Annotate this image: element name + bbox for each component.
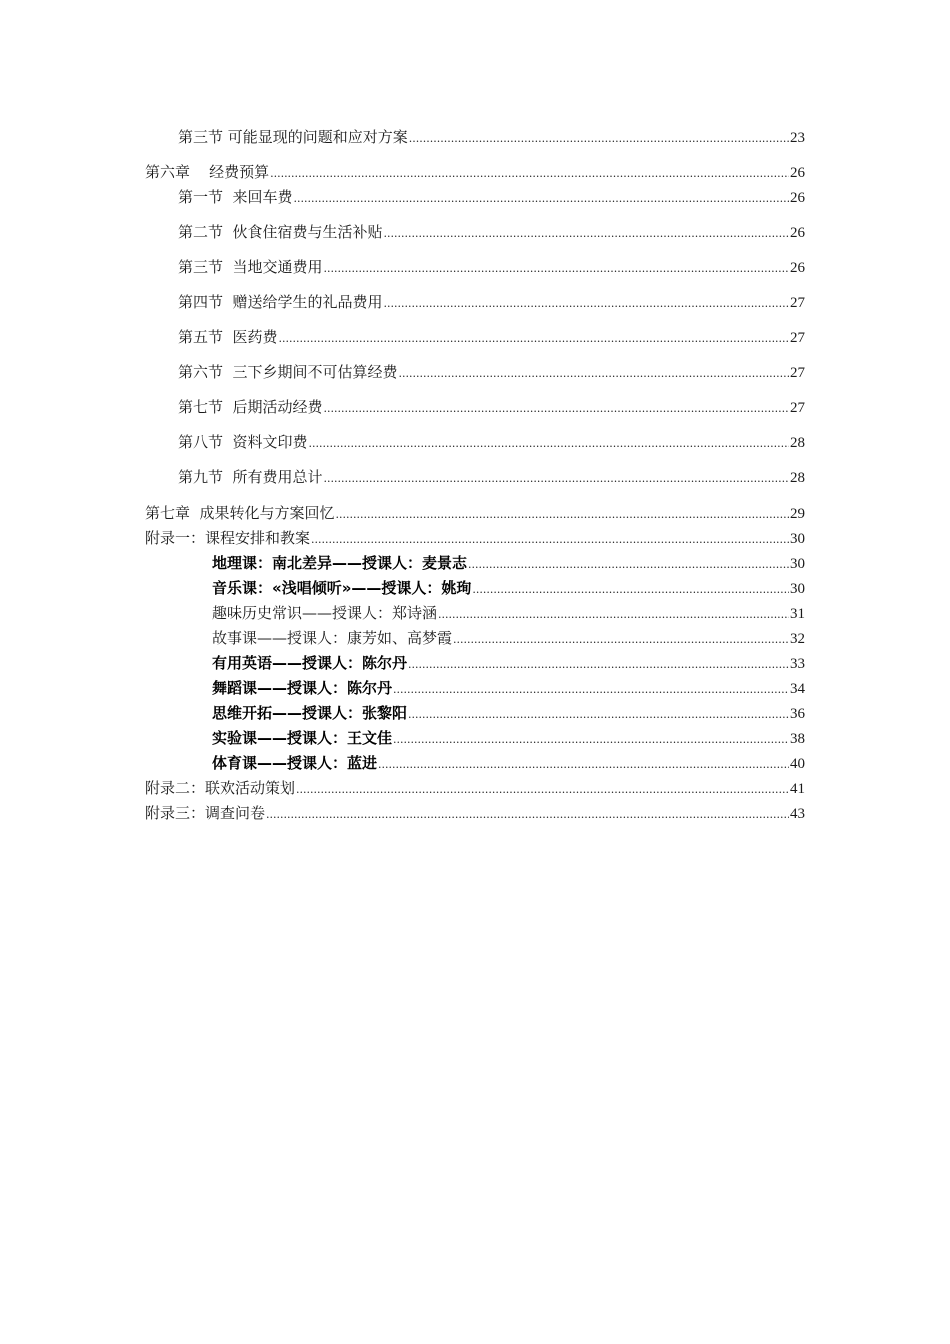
toc-entry-label: 第五节 医药费	[178, 328, 278, 346]
toc-entry-appendix-1[interactable]	[145, 528, 805, 548]
toc-entry-page: 28	[790, 435, 805, 451]
toc-entry-page: 30	[790, 556, 805, 572]
dot-leader	[409, 129, 789, 149]
dot-leader	[453, 630, 789, 650]
toc-entry-page: 34	[790, 681, 805, 697]
toc-entry-label: 趣味历史常识——授课人：郑诗涵	[212, 604, 438, 622]
toc-entry-page: 41	[790, 781, 805, 797]
dot-leader	[294, 189, 789, 209]
dot-leader	[384, 224, 789, 244]
toc-entry-page: 27	[790, 400, 805, 416]
toc-entry-section-6-misc[interactable]	[178, 362, 805, 382]
toc-entry-page: 31	[790, 606, 805, 622]
toc-entry-page: 29	[790, 506, 805, 522]
dot-leader	[384, 294, 789, 314]
toc-entry-page: 43	[790, 806, 805, 822]
toc-entry-label: 第三节 当地交通费用	[178, 258, 323, 276]
toc-entry-english-class[interactable]	[212, 653, 805, 673]
toc-entry-dance-class[interactable]	[212, 678, 805, 698]
toc-entry-label: 附录二：联欢活动策划	[145, 779, 296, 797]
dot-leader	[324, 469, 789, 489]
dot-leader	[438, 605, 789, 625]
toc-entry-page: 28	[790, 470, 805, 486]
toc-entry-label: 故事课——授课人：康芳如、高梦霞	[212, 629, 453, 647]
toc-entry-section-5-medical[interactable]	[178, 327, 805, 347]
toc-entry-label: 第三节 可能显现的问题和应对方案	[178, 128, 408, 146]
toc-entry-label: 第六节 三下乡期间不可估算经费	[178, 363, 398, 381]
toc-entry-page: 38	[790, 731, 805, 747]
toc-entry-label: 第八节 资料文印费	[178, 433, 308, 451]
toc-entry-experiment-class[interactable]	[212, 728, 805, 748]
toc-entry-page: 27	[790, 295, 805, 311]
toc-entry-history-class[interactable]	[212, 603, 805, 623]
dot-leader	[408, 705, 789, 725]
toc-entry-page: 33	[790, 656, 805, 672]
toc-entry-page: 36	[790, 706, 805, 722]
toc-entry-page: 32	[790, 631, 805, 647]
toc-entry-music-class[interactable]	[212, 578, 805, 598]
toc-entry-page: 27	[790, 330, 805, 346]
dot-leader	[296, 780, 789, 800]
dot-leader	[279, 329, 789, 349]
toc-entry-label: 附录三：调查问卷	[145, 804, 266, 822]
toc-entry-label: 实验课——授课人：王文佳	[212, 729, 393, 747]
dot-leader	[393, 680, 789, 700]
toc-entry-thinking-class[interactable]	[212, 703, 805, 723]
toc-entry-page: 23	[790, 130, 805, 146]
dot-leader	[378, 755, 789, 775]
toc-entry-page: 30	[790, 581, 805, 597]
toc-entry-page: 40	[790, 756, 805, 772]
toc-entry-label: 思维开拓——授课人：张黎阳	[212, 704, 408, 722]
toc-entry-label: 体育课——授课人：蓝进	[212, 754, 378, 772]
toc-entry-page: 26	[790, 190, 805, 206]
toc-entry-label: 第一节 来回车费	[178, 188, 293, 206]
toc-entry-section-3-transport[interactable]	[178, 257, 805, 277]
toc-entry-story-class[interactable]	[212, 628, 805, 648]
toc-entry-geography-class[interactable]	[212, 553, 805, 573]
toc-entry-label: 第七章 成果转化与方案回忆	[145, 504, 335, 522]
toc-entry-label: 第六章 经费预算	[145, 163, 270, 181]
toc-entry-section-1-travel[interactable]	[178, 187, 805, 207]
toc-entry-section-3-issues[interactable]	[178, 127, 805, 147]
toc-entry-label: 第七节 后期活动经费	[178, 398, 323, 416]
dot-leader	[399, 364, 789, 384]
dot-leader	[324, 399, 789, 419]
toc-entry-label: 第四节 赠送给学生的礼品费用	[178, 293, 383, 311]
toc-entry-page: 26	[790, 225, 805, 241]
toc-entry-label: 音乐课：«浅唱倾听»——授课人：姚珣	[212, 579, 472, 597]
toc-entry-page: 26	[790, 260, 805, 276]
toc-entry-label: 第九节 所有费用总计	[178, 468, 323, 486]
toc-entry-page: 30	[790, 531, 805, 547]
toc-entry-label: 地理课：南北差异——授课人：麦景志	[212, 554, 468, 572]
toc-entry-chapter-6[interactable]	[145, 162, 805, 182]
dot-leader	[270, 164, 789, 184]
toc-entry-label: 有用英语——授课人：陈尔丹	[212, 654, 408, 672]
dot-leader	[324, 259, 789, 279]
toc-entry-label: 第二节 伙食住宿费与生活补贴	[178, 223, 383, 241]
dot-leader	[266, 805, 789, 825]
toc-entry-page: 27	[790, 365, 805, 381]
dot-leader	[393, 730, 789, 750]
toc-entry-appendix-3[interactable]	[145, 803, 805, 823]
toc-entry-section-2-food[interactable]	[178, 222, 805, 242]
toc-entry-label: 附录一：课程安排和教案	[145, 529, 311, 547]
toc-entry-section-8-printing[interactable]	[178, 432, 805, 452]
toc-entry-appendix-2[interactable]	[145, 778, 805, 798]
dot-leader	[468, 555, 789, 575]
dot-leader	[472, 580, 789, 600]
toc-entry-section-9-total[interactable]	[178, 467, 805, 487]
dot-leader	[336, 505, 789, 525]
toc-entry-section-4-gifts[interactable]	[178, 292, 805, 312]
toc-entry-label: 舞蹈课——授课人：陈尔丹	[212, 679, 393, 697]
dot-leader	[408, 655, 789, 675]
toc-entry-section-7-later[interactable]	[178, 397, 805, 417]
dot-leader	[311, 530, 789, 550]
dot-leader	[309, 434, 789, 454]
toc-entry-page: 26	[790, 165, 805, 181]
toc-entry-chapter-7[interactable]	[145, 503, 805, 523]
toc-entry-pe-class[interactable]	[212, 753, 805, 773]
